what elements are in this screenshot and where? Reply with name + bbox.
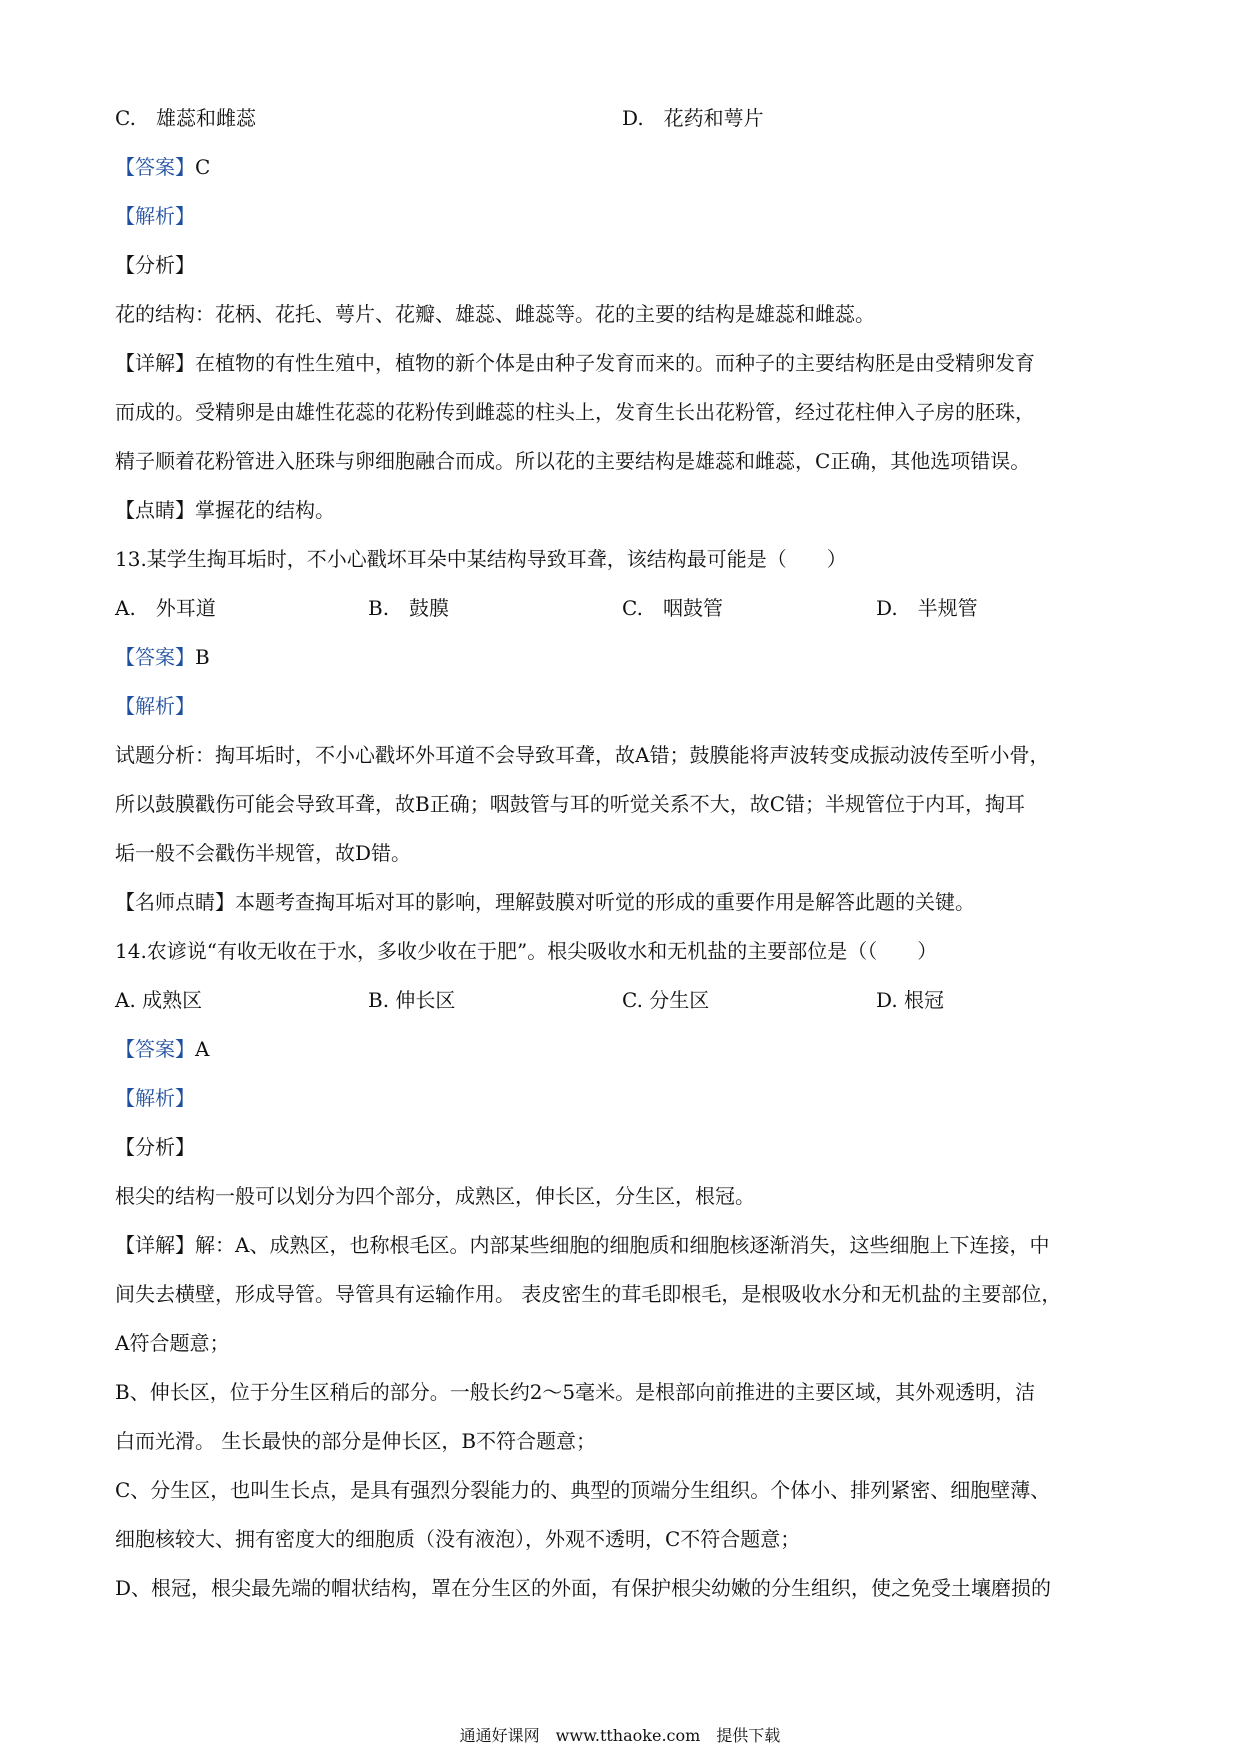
q12-fenxi-text: 花的结构：花柄、花托、萼片、花瓣、雄蕊、雌蕊等。花的主要的结构是雄蕊和雌蕊。 [115, 302, 875, 326]
q14-fenxi-tag: 【分析】 [115, 1135, 195, 1159]
q12-detail-line: 而成的。受精卵是由雄性花蕊的花粉传到雌蕊的柱头上，发育生长出花粉管，经过花柱伸入子房的胚珠， [115, 400, 1035, 424]
q14-detail-line: 白而光滑。 生长最快的部分是伸长区，B不符合题意； [115, 1429, 597, 1453]
answer-tag: 【答案】 [115, 1037, 195, 1061]
answer-value: B [195, 645, 210, 669]
q13-stem: 13.某学生掏耳垢时，不小心戳坏耳朵中某结构导致耳聋，该结构最可能是（ ） [115, 547, 847, 571]
q14-analysis-tag: 【解析】 [115, 1086, 195, 1110]
q12-dianjing: 【点睛】掌握花的结构。 [115, 498, 335, 522]
q13-text-line: 试题分析：掏耳垢时，不小心戳坏外耳道不会导致耳聋，故A错；鼓膜能将声波转变成振动波传至听小骨， [115, 743, 1050, 767]
q14-stem: 14.农谚说“有收无收在于水，多收少收在于肥”。根尖吸收水和无机盐的主要部位是（（ ） [115, 939, 938, 963]
q14-option-b: B. 伸长区 [368, 988, 456, 1012]
q13-option-a: A. 外耳道 [115, 596, 216, 620]
q12-detail-line: 精子顺着花粉管进入胚珠与卵细胞融合而成。所以花的主要结构是雄蕊和雌蕊，C正确，其他选项错误。 [115, 449, 1031, 473]
q14-detail-line: 【详解】解：A、成熟区，也称根毛区。内部某些细胞的细胞质和细胞核逐渐消失，这些细胞上下连接，中 [115, 1233, 1050, 1257]
q12-detail-line: 【详解】在植物的有性生殖中，植物的新个体是由种子发育而来的。而种子的主要结构胚是由受精卵发育 [115, 351, 1035, 375]
q13-analysis-tag: 【解析】 [115, 694, 195, 718]
q12-answer [115, 155, 210, 179]
q13-option-b: B. 鼓膜 [368, 596, 450, 620]
answer-tag: 【答案】 [115, 155, 195, 179]
answer-value: C [195, 155, 211, 179]
q14-detail-line: A符合题意； [115, 1331, 230, 1355]
q14-option-c: C. 分生区 [622, 988, 710, 1012]
q14-detail-line: 细胞核较大、拥有密度大的细胞质（没有液泡），外观不透明，C不符合题意； [115, 1527, 801, 1551]
page-footer: 通通好课网 www.tthaoke.com 提供下载 [459, 1726, 781, 1745]
q13-dianjing: 【名师点睛】本题考查掏耳垢对耳的影响，理解鼓膜对听觉的形成的重要作用是解答此题的关键。 [115, 890, 975, 914]
q14-detail-line: 间失去横壁，形成导管。导管具有运输作用。 表皮密生的茸毛即根毛，是根吸收水分和无机盐的主要部位， [115, 1282, 1062, 1306]
answer-tag: 【答案】 [115, 645, 195, 669]
q13-text-line: 垢一般不会戳伤半规管，故D错。 [115, 841, 412, 865]
q14-fenxi-text: 根尖的结构一般可以划分为四个部分，成熟区，伸长区，分生区，根冠。 [115, 1184, 755, 1208]
q13-answer [115, 645, 210, 669]
answer-value: A [195, 1037, 210, 1061]
q12-option-c: C. 雄蕊和雌蕊 [115, 106, 256, 130]
q12-analysis-tag: 【解析】 [115, 204, 195, 228]
q14-detail-line: B、伸长区，位于分生区稍后的部分。一般长约2～5毫米。是根部向前推进的主要区域，其外观透明，洁 [115, 1380, 1036, 1404]
q14-detail-line: C、分生区，也叫生长点，是具有强烈分裂能力的、典型的顶端分生组织。个体小、排列紧密、细胞壁薄、 [115, 1478, 1051, 1502]
q14-option-d: D. 根冠 [876, 988, 945, 1012]
q12-fenxi-tag: 【分析】 [115, 253, 195, 277]
q13-option-c: C. 咽鼓管 [622, 596, 723, 620]
q14-detail-line: D、根冠，根尖最先端的帽状结构，罩在分生区的外面，有保护根尖幼嫩的分生组织，使之免受土壤磨损的 [115, 1576, 1052, 1600]
q14-option-a: A. 成熟区 [115, 988, 203, 1012]
q14-answer [115, 1037, 209, 1061]
q13-option-d: D. 半规管 [876, 596, 978, 620]
q12-option-d: D. 花药和萼片 [622, 106, 764, 130]
q13-text-line: 所以鼓膜戳伤可能会导致耳聋，故B正确；咽鼓管与耳的听觉关系不大，故C错；半规管位于内耳，掏耳 [115, 792, 1025, 816]
